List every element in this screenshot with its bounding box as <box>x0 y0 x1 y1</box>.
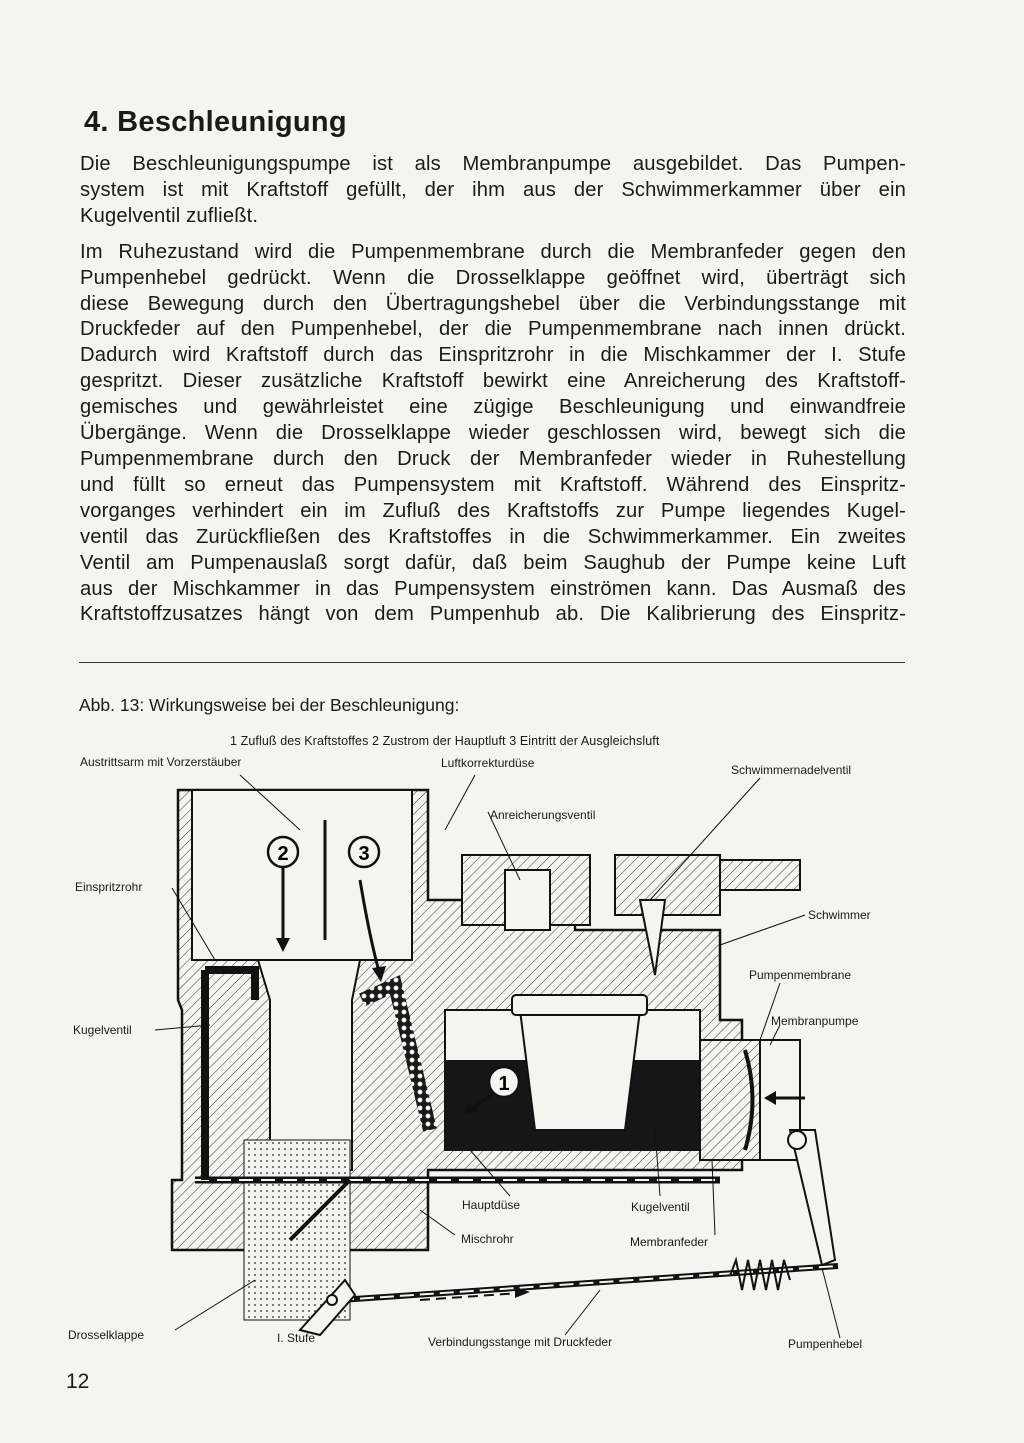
carburetor-body <box>172 790 838 1335</box>
text-line: Im Ruhezustand wird die Pumpenmembrane durch die Membranfeder gegen den <box>80 240 906 263</box>
text-line: gemisches und gewährleistet eine zügige Beschleunigung und einwandfreie <box>80 396 906 419</box>
marker-2 <box>268 837 298 867</box>
label-verbindungsstange: Verbindungsstange mit Druckfeder <box>428 1335 613 1349</box>
text-line: Übergänge. Wenn die Drosselklappe wieder geschlossen wird, bewegt sich die <box>80 422 906 445</box>
label-mischrohr: Mischrohr <box>461 1232 514 1246</box>
text-line: ventil das Zurückfließen des Kraftstoffes in die Schwimmerkammer. Ein zweites <box>80 525 906 548</box>
text-line: Kraftstoffzusatzes hängt von dem Pumpenhub ab. Die Kalibrierung des Einspritz- <box>80 603 906 626</box>
label-pumpenmembrane: Pumpenmembrane <box>749 968 852 982</box>
label-einspritzrohr: Einspritzrohr <box>75 880 143 894</box>
text-line: und füllt so erneut das Pumpensystem mit Kraftstoff. Während des Einspritz- <box>80 473 906 496</box>
text-line: aus der Mischkammer in das Pumpensystem einströmen kann. Das Ausmaß des <box>80 577 906 600</box>
marker-3 <box>349 837 379 867</box>
text-line: vorganges verhindert ein im Zufluß des Kraftstoffs zur Pumpe liegendes Kugel- <box>80 499 906 522</box>
marker-2-text: 2 <box>277 843 289 865</box>
figure-legend: 1 Zufluß des Kraftstoffes 2 Zustrom der Hauptluft 3 Eintritt der Ausgleichsluft <box>230 734 660 748</box>
label-schwimmernadelventil: Schwimmernadelventil <box>731 763 852 777</box>
text-line: Die Beschleunigungspumpe ist als Membranpumpe ausgebildet. Das Pumpen- <box>80 153 906 175</box>
text-line: diese Bewegung durch den Übertragungshebel über die Verbindungsstange mit <box>80 292 906 315</box>
text-line: Ventil am Pumpenauslaß sorgt dafür, daß beim Saughub der Pumpe keine Luft <box>80 551 906 574</box>
text-line: system ist mit Kraftstoff gefüllt, der ihm aus der Schwimmerkammer über ein <box>80 178 906 201</box>
page-number: 12 <box>66 1370 90 1393</box>
text-line: Kugelventil zufließt. <box>80 204 259 227</box>
label-anreicherungsventil: Anreicherungsventil <box>490 808 596 822</box>
text-line: Pumpenmembrane durch den Druck der Membranfeder wieder in Ruhestellung <box>80 447 906 470</box>
text-line: Druckfeder auf den Pumpenhebel, der die Pumpenmembrane nach innen drückt. <box>80 318 906 341</box>
label-drosselklappe: Drosselklappe <box>68 1328 145 1342</box>
text-line: gespritzt. Dieser zusätzliche Kraftstoff bewirkt eine Anreicherung des Kraftstoff- <box>80 370 906 393</box>
label-luftkorrekturduese: Luftkorrekturdüse <box>441 756 535 770</box>
label-hauptduese: Hauptdüse <box>462 1198 521 1212</box>
label-pumpenhebel: Pumpenhebel <box>788 1337 863 1351</box>
label-austrittsarm: Austrittsarm mit Vorzerstäuber <box>80 755 242 769</box>
text-line: Pumpenhebel gedrückt. Wenn die Drosselklappe geöffnet wird, überträgt sich <box>80 266 906 289</box>
section-heading: 4. Beschleunigung <box>84 106 347 138</box>
marker-3-text: 3 <box>358 843 370 865</box>
label-stufe: I. Stufe <box>277 1331 316 1345</box>
label-schwimmer: Schwimmer <box>808 908 871 922</box>
figure-caption: Abb. 13: Wirkungsweise bei der Beschleunigung: <box>79 695 460 715</box>
text-line: Dadurch wird Kraftstoff durch das Einspritzrohr in die Mischkammer der I. Stufe <box>80 344 906 367</box>
marker-1 <box>489 1067 519 1097</box>
label-kugelventil-right: Kugelventil <box>631 1200 690 1214</box>
label-membranpumpe: Membranpumpe <box>771 1014 859 1028</box>
label-membranfeder: Membranfeder <box>630 1235 709 1249</box>
label-kugelventil-left: Kugelventil <box>73 1023 132 1037</box>
marker-1-text: 1 <box>498 1073 510 1095</box>
